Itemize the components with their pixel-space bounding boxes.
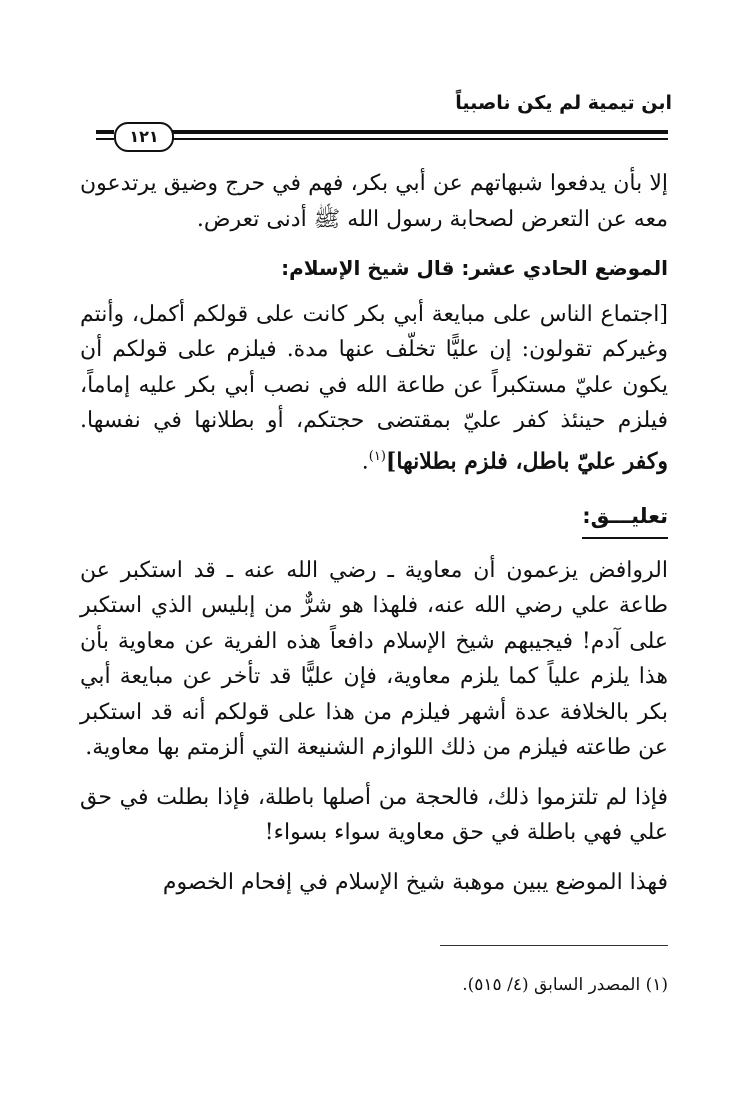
quote-text: [اجتماع الناس على مبايعة أبي بكر كانت على قولكم أكمل، وأنتم وغيركم تقولون: إن عليًّا تخلّف عنها مدة. فيلزم على قولكم أن يكون عليّ مستكبراً عن طاعة الله في نصب أبي بكر عليه إماماً، فيلزم حينئذ كفر عليّ بمقتضى حجتكم، أو بطلانها في نفسها. — [80, 301, 668, 433]
quote-emphasis: وكفر عليّ باطل، فلزم بطلانها] — [385, 447, 668, 474]
footnote: (١) المصدر السابق (٤/ ٥١٥). — [462, 975, 668, 995]
body-text — [80, 166, 668, 914]
paragraph: فإذا لم تلتزموا ذلك، فالحجة من أصلها باطلة، فإذا بطلت في حق علي فهي باطلة في حق معاوية سواء بسواء! — [80, 784, 668, 846]
section-heading: الموضع الحادي عشر: قال شيخ الإسلام: — [281, 256, 668, 280]
page-number: ١٢١ — [114, 122, 174, 152]
header-rule — [172, 130, 668, 134]
quote-paragraph — [80, 297, 668, 480]
comment-heading: تعليـــق: — [582, 499, 668, 539]
header-rule — [96, 130, 114, 134]
header-rule — [172, 138, 668, 140]
quote-end: . — [361, 448, 369, 474]
running-title: ابن تيمية لم يكن ناصبياً — [455, 92, 672, 114]
footnote-ref: (١) — [368, 448, 386, 464]
footnote-divider — [440, 945, 668, 946]
intro-paragraph: إلا بأن يدفعوا شبهاتهم عن أبي بكر، فهم في حرج وضيق يرتدعون معه عن التعرض لصحابة رسول الله ﷺ أدنى تعرض. — [80, 171, 668, 232]
paragraph: فهذا الموضع يبين موهبة شيخ الإسلام في إفحام الخصوم — [162, 869, 668, 895]
paragraph: الروافض يزعمون أن معاوية ـ رضي الله عنه ـ قد استكبر عن طاعة علي رضي الله عنه، فلهذا هو شرٌّ من إبليس الذي استكبر على آدم! فيجيبهم شيخ الإسلام دافعاً هذه الفرية عن معاوية بأن هذا يلزم علياً كما يلزم معاوية، فإن عليًّا قد تأخر عن مبايعة أبي بكر بالخلافة عدة أشهر فيلزم من هذا على قولكم أنه قد استكبر عن طاعته فيلزم من ذلك اللوازم الشنيعة التي ألزمتم بها معاوية. — [80, 557, 668, 761]
header-rule — [96, 138, 114, 140]
